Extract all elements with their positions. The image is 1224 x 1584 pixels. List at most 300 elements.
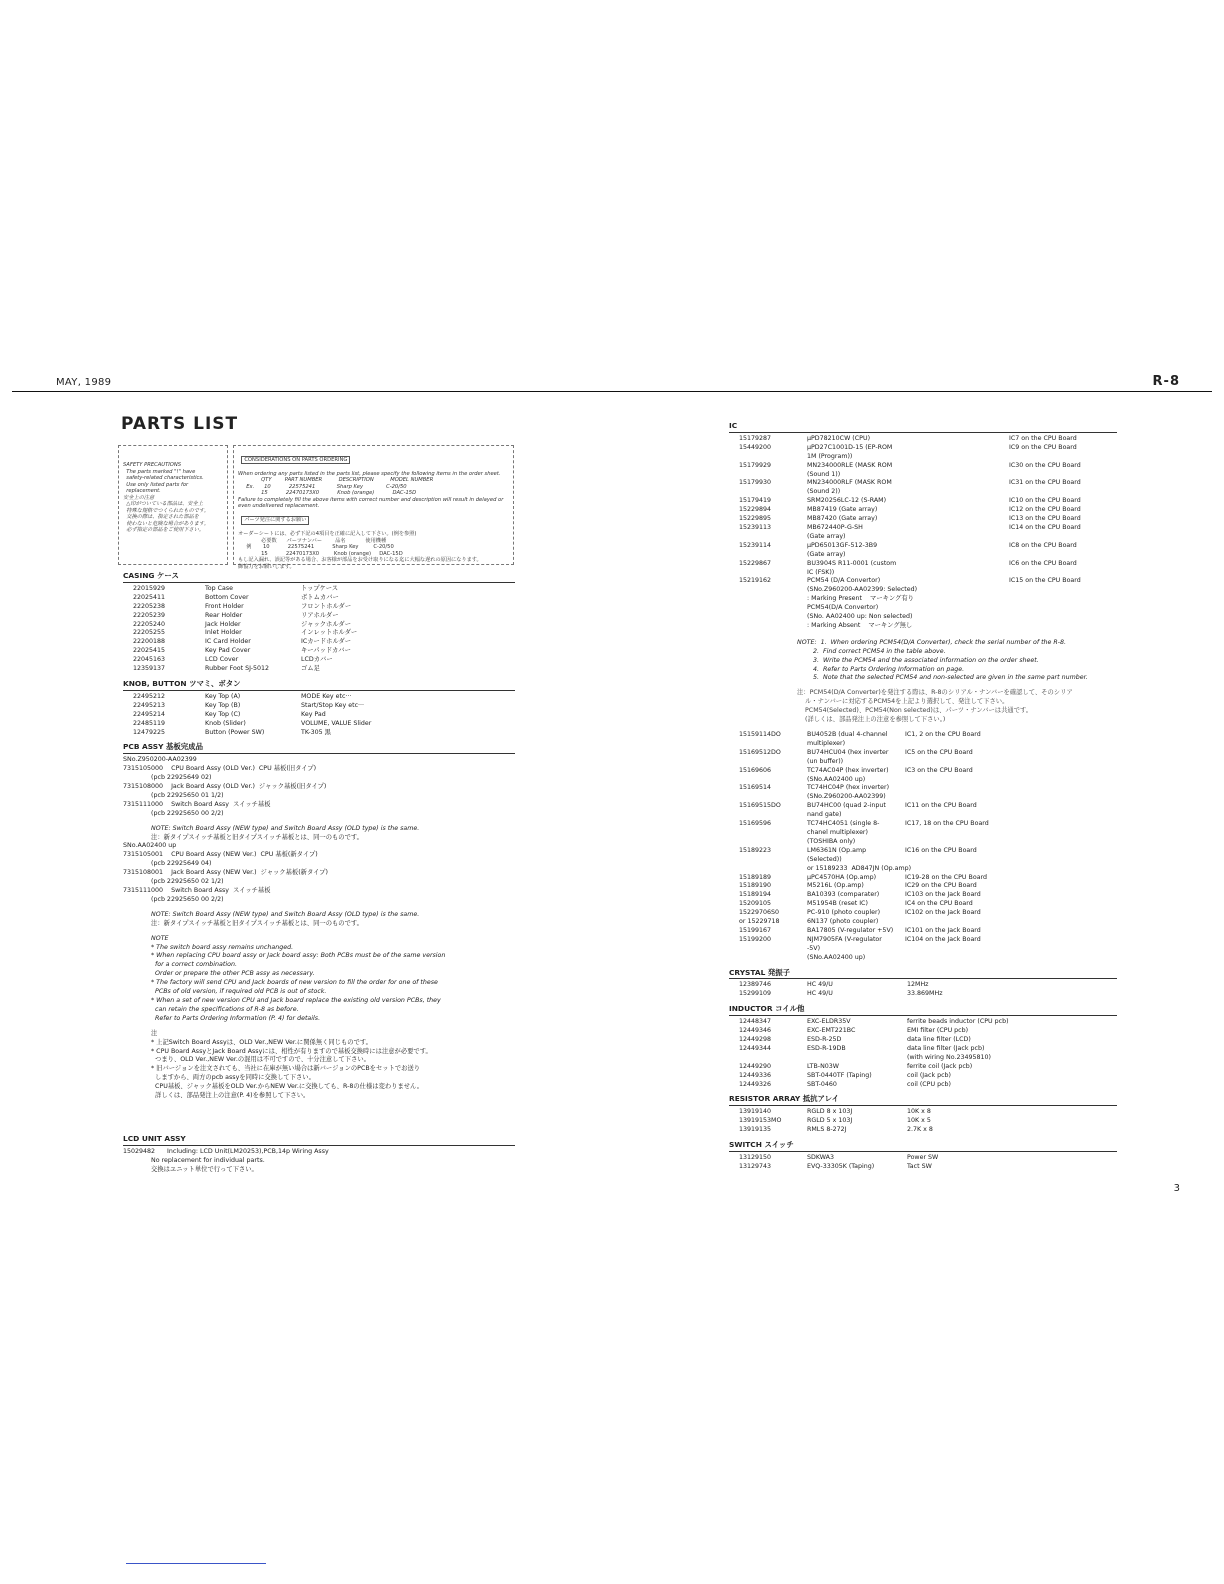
ordering-title: CONSIDERATIONS ON PARTS ORDERING — [241, 456, 350, 465]
pcb-line: 詳しくは、部品発注上の注意(P. 4)を参照して下さい。 — [123, 1092, 310, 1100]
section-heading: SWITCH スイッチ — [729, 1141, 1117, 1152]
part-location: IC103 on the Jack Board — [905, 891, 981, 899]
parts-row — [729, 479, 1117, 488]
part-number: 15239113 — [739, 523, 772, 531]
part-spec: (with wiring No.23495810) — [907, 1053, 992, 1061]
part-number: 12389746 — [739, 981, 772, 989]
part-description: (Sound 1)) — [807, 470, 841, 478]
part-spec: ferrite coil (Jack pcb) — [907, 1062, 973, 1070]
part-description: NJM7905FA (V-regulator — [807, 935, 882, 943]
part-number: 22205238 — [133, 602, 166, 610]
part-number — [729, 811, 807, 820]
part-description: Top Case — [205, 584, 234, 592]
part-number: 22025411 — [133, 593, 166, 601]
parts-row — [729, 767, 1117, 776]
part-location: IC16 on the CPU Board — [905, 846, 977, 854]
part-description: (Selected)) — [807, 855, 842, 863]
pcb-line: CPU基板、ジャック基板をOLD Ver.からNEW Ver.に交換しても、R-8の仕様は変わりません。 — [123, 1083, 424, 1091]
pcb-line: * 旧バージョンを注文されても、当社に在庫が無い場合は新バージョンのPCBをセットでお送り — [123, 1065, 421, 1073]
part-spec: coil (CPU pcb) — [907, 1080, 951, 1088]
parts-row — [123, 638, 515, 647]
part-number — [729, 551, 807, 560]
document-date: MAY, 1989 — [56, 377, 112, 388]
part-number: 15169596 — [739, 820, 772, 828]
part-number — [729, 793, 807, 802]
part-number — [729, 865, 807, 874]
part-description: SBT-0460 — [807, 1080, 837, 1088]
part-description: BU4052B (dual 4-channel — [807, 731, 888, 738]
parts-row — [729, 909, 1117, 918]
part-description: Front Holder — [205, 602, 244, 610]
part-spec: Power SW — [907, 1153, 939, 1161]
right-parts-column — [729, 416, 1117, 1172]
parts-row — [729, 542, 1117, 551]
part-description: SRM20256LC-12 (S-RAM) — [807, 497, 887, 505]
part-description: MB87419 (Gate array) — [807, 506, 878, 514]
part-description: (Gate array) — [807, 532, 846, 540]
section-heading: IC — [729, 422, 1117, 433]
part-description: Knob (Slider) — [205, 719, 246, 727]
parts-row — [729, 1163, 1117, 1172]
pcb-line: SNo.AA02400 up — [123, 842, 177, 850]
part-number — [729, 829, 807, 838]
part-location: IC102 on the Jack Board — [905, 909, 981, 917]
ic-notes — [797, 639, 1117, 725]
part-number: 15229895 — [739, 515, 772, 523]
part-location: IC101 on the Jack Board — [905, 926, 981, 934]
parts-row — [729, 462, 1117, 471]
part-location: IC4 on the CPU Board — [905, 900, 973, 908]
parts-row — [729, 1108, 1117, 1117]
part-description: Key Top (A) — [205, 692, 241, 700]
ic-jp-note-line: PCM54(Selected)、PCM54(Non selected)は、パーツ・ナンバーは共通です。 — [797, 707, 1033, 715]
parts-row — [729, 891, 1117, 900]
part-description: (SNo.AA02400 up) — [807, 775, 866, 783]
part-description: : Marking Absent マーキング無し — [807, 621, 913, 629]
part-location: IC7 on the CPU Board — [1009, 434, 1077, 442]
parts-row — [729, 927, 1117, 936]
parts-row — [729, 435, 1117, 444]
part-description: chanel multiplexer) — [807, 828, 868, 836]
part-spec: 10K x 5 — [907, 1117, 931, 1125]
part-note: LCDカバー — [301, 656, 333, 664]
part-description: 6N137 (photo coupler) — [807, 918, 879, 926]
pcb-line: Refer to Parts Ordering Information (P. 4) for details. — [123, 1014, 321, 1022]
parts-row — [729, 749, 1117, 758]
part-location: IC6 on the CPU Board — [1009, 559, 1077, 567]
ic-note-line: 3. Write the PCM54 and the associated information on the order sheet. — [797, 656, 1039, 664]
pcb-line: (pcb 22925649 04) — [123, 860, 212, 868]
part-note: ジャックホルダー — [301, 620, 351, 628]
part-location: IC11 on the CPU Board — [905, 802, 977, 810]
pcb-line: 注 — [123, 1029, 158, 1037]
part-description: BA17805 (V-regulator +5V) — [807, 926, 894, 934]
part-number: 15229706S0 — [739, 909, 780, 917]
parts-row — [123, 729, 515, 738]
lcd-line: No replacement for individual parts. — [123, 1156, 265, 1164]
part-spec: data line filter (Jack pcb) — [907, 1044, 985, 1052]
pcb-line: NOTE — [123, 934, 169, 942]
pcb-line: (pcb 22925650 00 2/2) — [123, 895, 224, 903]
pcb-line: 7315111000 Switch Board Assy スイッチ基板 — [123, 887, 271, 894]
pcb-line: 7315108001 Jack Board Assy (NEW Ver.) ジャック基板(新タイプ) — [123, 869, 328, 877]
parts-row — [123, 612, 515, 621]
header-rule — [12, 391, 1212, 392]
part-description: TC74HC4051 (single 8- — [807, 820, 880, 828]
ic-jp-note-line: (詳しくは、部品発注上の注意を参照して下さい。) — [797, 716, 946, 724]
part-description: EXC-ELDR35V — [807, 1018, 851, 1026]
parts-row — [729, 776, 1117, 785]
pcb-line: * CPU Board AssyとJack Board Assyには、相性が有りますので基板交換時には注意が必要です。 — [123, 1047, 432, 1055]
parts-row — [123, 711, 515, 720]
part-spec: EMI filter (CPU pcb) — [907, 1027, 969, 1035]
part-location: IC104 on the Jack Board — [905, 935, 981, 943]
pcb-line: 7315105000 CPU Board Assy (OLD Ver.) CPU 基板(旧タイプ) — [123, 765, 317, 773]
part-description: (SNo.AA02400 up) — [807, 953, 866, 961]
parts-row — [729, 613, 1117, 622]
pcb-line: 7315108000 Jack Board Assy (OLD Ver.) ジャック基板(旧タイプ) — [123, 783, 327, 791]
pcb-line: つまり、OLD Ver.,NEW Ver.の混用は不可ですので、十分注意して下さい。 — [123, 1056, 370, 1064]
part-description — [807, 1054, 907, 1063]
part-description: Bottom Cover — [205, 593, 249, 601]
pcb-line: 7315105001 CPU Board Assy (NEW Ver.) CPU 基板(新タイプ) — [123, 851, 318, 859]
part-number: 22045163 — [133, 656, 166, 664]
part-description: Key Pad Cover — [205, 647, 251, 655]
ic-note-line: 5. Note that the selected PCM54 and non-selected are given in the same part number. — [797, 674, 1088, 682]
part-description: LTB-N03W — [807, 1062, 840, 1070]
part-description: PC-910 (photo coupler) — [807, 909, 881, 917]
pcb-line: NOTE: Switch Board Assy (NEW type) and Switch Board Assy (OLD type) is the same. — [123, 824, 420, 832]
part-number: 12449336 — [739, 1071, 772, 1079]
pcb-line: for a correct combination. — [123, 961, 237, 969]
part-description: Inlet Holder — [205, 629, 242, 637]
parts-row — [729, 569, 1117, 578]
part-description: SBT-0440TF (Taping) — [807, 1071, 872, 1079]
part-number: 15189194 — [739, 891, 772, 899]
section-heading: INDUCTOR コイル他 — [729, 1005, 1117, 1016]
part-note: TK-305 黒 — [301, 728, 331, 736]
part-number — [729, 945, 807, 954]
part-description: HC 49/U — [807, 981, 833, 989]
part-note: ICカードホルダー — [301, 638, 352, 646]
parts-row — [729, 802, 1117, 811]
part-spec: 10K x 8 — [907, 1108, 931, 1116]
part-location: IC10 on the CPU Board — [1009, 497, 1081, 505]
part-description: RGLD 8 x 103J — [807, 1108, 853, 1116]
part-spec: 33.869MHz — [907, 990, 943, 998]
part-number: 15229867 — [739, 559, 772, 567]
part-number: 12449298 — [739, 1036, 772, 1043]
part-description: EXC-EMT221BC — [807, 1027, 856, 1035]
part-note: フロントホルダー — [301, 602, 352, 610]
lcd-line: 交換はユニット単位で行って下さい。 — [123, 1165, 258, 1173]
part-number: 13919135 — [739, 1126, 772, 1134]
part-description: EVQ-33305K (Taping) — [807, 1162, 875, 1170]
ordering-jp-body: オーダーシートには、必ず下記の4項目を正確に記入して下さい。(例を参照) 必要数 パーツナンバー 品名 使用機種 例 10 22575241 Sharp Key C-20/50 15 22470173X0 Knob (orange) DAC-15D もし記入漏れ、誤記等がある場合、お客様が部品をお受け取りになる迄に大幅な遅れの原因になります。 御協力をお願いします。 — [238, 531, 482, 570]
part-number: 15179419 — [739, 497, 772, 505]
parts-row — [729, 981, 1117, 990]
part-number: 15189223 — [739, 846, 772, 854]
ic-note-line: 2. Find correct PCM54 in the table above. — [797, 647, 946, 655]
parts-row — [729, 444, 1117, 453]
part-number: 13129150 — [739, 1153, 772, 1161]
pcb-line: しますから、両方のpcb assyを同時に交換して下さい。 — [123, 1074, 315, 1082]
part-location: IC12 on the CPU Board — [1009, 506, 1081, 514]
parts-row — [729, 731, 1117, 740]
part-number: 12448347 — [739, 1018, 772, 1026]
parts-row — [729, 622, 1117, 631]
part-description: or 15189233 AD847JN (Op.amp) — [807, 864, 912, 872]
part-number — [729, 1054, 807, 1063]
part-description: TC74AC04P (hex inverter) — [807, 766, 889, 774]
part-number: 22025415 — [133, 647, 166, 655]
pcb-line: (pcb 22925650 01 1/2) — [123, 791, 224, 799]
part-description: nand gate) — [807, 811, 842, 819]
parts-row — [729, 1063, 1117, 1072]
ic-jp-notes — [797, 689, 1117, 725]
ic-jp-note-line: ル・ナンバーに対応するPCM54を上記より選択して、発注して下さい。 — [797, 698, 1009, 706]
footer-link-line[interactable] — [126, 1563, 266, 1564]
parts-row — [729, 1126, 1117, 1135]
part-number: 15189190 — [739, 882, 772, 890]
part-number: 15299109 — [739, 990, 772, 998]
part-description: : Marking Present マーキング有り — [807, 595, 914, 603]
part-number: 15169515DO — [739, 802, 781, 810]
part-description: M5216L (Op.amp) — [807, 882, 864, 890]
part-number: 22495212 — [133, 692, 166, 700]
parts-row — [729, 874, 1117, 883]
part-number — [729, 740, 807, 749]
part-description: Rear Holder — [205, 611, 243, 619]
pcb-line: * The factory will send CPU and Jack boards of new version to fill the order for one of these — [123, 979, 438, 987]
part-description: MB87420 (Gate array) — [807, 515, 878, 523]
parts-row — [729, 793, 1117, 802]
part-note: インレットホルダー — [301, 629, 358, 637]
parts-row — [729, 1054, 1117, 1063]
part-description: (Gate array) — [807, 550, 846, 558]
part-location: IC13 on the CPU Board — [1009, 515, 1081, 523]
pcb-line: (pcb 22925650 02 1/2) — [123, 878, 224, 886]
part-number: 13919140 — [739, 1108, 772, 1116]
parts-row — [729, 524, 1117, 533]
part-description: LM6361N (Op.amp — [807, 846, 867, 854]
part-note: ゴム足 — [301, 665, 320, 673]
parts-row — [729, 1027, 1117, 1036]
parts-row — [729, 784, 1117, 793]
part-note: ボトムカバー — [301, 593, 339, 601]
part-location: IC1, 2 on the CPU Board — [905, 731, 981, 738]
part-number — [729, 758, 807, 767]
part-number — [729, 569, 807, 578]
parts-row — [729, 586, 1117, 595]
pcb-line: 注：新タイプスイッチ基板と旧タイプスイッチ基板とは、同一のものです。 — [123, 919, 363, 927]
ordering-body: When ordering any parts listed in the parts list, please specify the following items in the order sheet. QTY PART NUMBER DESCRIPTION MODEL NUMBER Ex. 10 22575241 Sharp Key C-20/50 15 22470173X0 Knob (orange) DAC-15D Failure to completely fill the above items with correct number and description will result in delayed or even undelivered replacement. — [238, 470, 504, 509]
part-note: Key Pad — [301, 710, 326, 718]
parts-row — [729, 838, 1117, 847]
part-description: BU74HC00 (quad 2-input — [807, 802, 886, 810]
part-description: μPC4570HA (Op.amp) — [807, 873, 877, 881]
part-number — [729, 488, 807, 497]
pcb-line: * When replacing CPU board assy or Jack board assy: Both PCBs must be of the same version — [123, 952, 446, 960]
pcb-line: 注：新タイプスイッチ基板と旧タイプスイッチ基板とは、同一のものです。 — [123, 833, 363, 841]
part-note: リアホルダー — [301, 611, 339, 619]
pcb-line: NOTE: Switch Board Assy (NEW type) and Switch Board Assy (OLD type) is the same. — [123, 910, 420, 918]
parts-row — [729, 820, 1117, 829]
parts-row — [729, 1081, 1117, 1090]
part-description: (Sound 2)) — [807, 488, 841, 496]
parts-row — [729, 945, 1117, 954]
part-description: -5V) — [807, 944, 821, 952]
parts-row — [123, 720, 515, 729]
ic-note-line: NOTE: 1. When ordering PCM54(D/A Converter), check the serial number of the R-8. — [797, 638, 1067, 646]
part-description: M51954B (reset IC) — [807, 900, 868, 908]
part-location: IC15 on the CPU Board — [1009, 577, 1081, 585]
pcb-line: (pcb 22925649 02) — [123, 774, 212, 782]
part-description: IC (FSK)) — [807, 568, 835, 576]
part-number: 15189189 — [739, 873, 772, 881]
part-number — [729, 471, 807, 480]
part-spec: 2.7K x 8 — [907, 1126, 933, 1134]
section-heading: KNOB, BUTTON ツマミ、ボタン — [123, 680, 515, 691]
parts-row — [729, 533, 1117, 542]
parts-row — [123, 585, 515, 594]
part-number: 15449200 — [739, 443, 772, 451]
part-description: MN234000RLF (MASK ROM — [807, 479, 892, 487]
parts-row — [729, 604, 1117, 613]
parts-row — [729, 865, 1117, 874]
model-name: R-8 — [1152, 374, 1180, 389]
part-description: RGLD 5 x 103J — [807, 1117, 853, 1125]
parts-row — [729, 488, 1117, 497]
parts-row — [729, 1117, 1117, 1126]
part-number: 12449290 — [739, 1062, 772, 1070]
parts-row — [729, 595, 1117, 604]
parts-row — [123, 594, 515, 603]
part-location: IC19-28 on the CPU Board — [905, 873, 988, 881]
parts-row — [729, 740, 1117, 749]
parts-row — [729, 1072, 1117, 1081]
part-spec: ferrite beads inductor (CPU pcb) — [907, 1018, 1009, 1026]
part-number — [729, 613, 807, 622]
part-number: 12449344 — [739, 1044, 772, 1052]
ordering-jp-title: パーツ発注に関するお願い — [241, 516, 309, 525]
parts-row — [729, 1045, 1117, 1054]
pcb-line: Order or prepare the other PCB assy as necessary. — [123, 970, 315, 978]
parts-row — [123, 629, 515, 638]
parts-row — [123, 656, 515, 665]
section-heading: RESISTOR ARRAY 抵抗アレイ — [729, 1095, 1117, 1106]
section-heading: CRYSTAL 発振子 — [729, 969, 1117, 980]
part-description: (un buffer)) — [807, 757, 844, 765]
part-number: 12479225 — [133, 728, 166, 736]
part-description: Key Top (C) — [205, 710, 241, 718]
part-number: 15169514 — [739, 784, 772, 792]
parts-row — [729, 847, 1117, 856]
safety-precautions-box — [118, 445, 228, 565]
part-description: (TOSHIBA only) — [807, 837, 856, 845]
parts-row — [729, 811, 1117, 820]
section-heading: CASING ケース — [123, 572, 515, 583]
part-number — [729, 595, 807, 604]
page-title: PARTS LIST — [121, 414, 239, 434]
part-number: 15209105 — [739, 900, 772, 908]
part-number: 22015929 — [133, 584, 166, 592]
ic-note-line: 4. Refer to Parts Ordering Information on page. — [797, 665, 965, 673]
lcd-line: 15029482 Including: LCD Unit(LM20253),PCB,14p Wiring Assy — [123, 1147, 329, 1155]
part-number: 15199167 — [739, 926, 772, 934]
part-number: 15169606 — [739, 766, 772, 774]
parts-row — [123, 603, 515, 612]
part-description: LCD Cover — [205, 656, 239, 664]
parts-row — [729, 936, 1117, 945]
part-number: 22205255 — [133, 629, 166, 637]
part-description: (SNo. AA02400 up: Non selected) — [807, 613, 913, 621]
part-description: IC Card Holder — [205, 638, 251, 646]
pcb-line: * 上記Switch Board Assyは、OLD Ver.,NEW Ver.に関係無く同じものです。 — [123, 1038, 372, 1046]
part-description: Key Top (B) — [205, 701, 241, 709]
part-number — [729, 453, 807, 462]
section-heading: PCB ASSY 基板完成品 — [123, 743, 515, 754]
part-description: BU3904S R11-0001 (custom — [807, 559, 897, 567]
pcb-line: 7315111000 Switch Board Assy スイッチ基板 — [123, 800, 271, 808]
part-number — [729, 586, 807, 595]
part-location: IC3 on the CPU Board — [905, 766, 973, 774]
parts-ordering-box — [233, 445, 514, 570]
part-description: Jack Holder — [205, 620, 241, 628]
part-number: 22495213 — [133, 701, 166, 709]
part-number: 22205239 — [133, 611, 166, 619]
part-spec: data line filter (LCD) — [907, 1036, 971, 1043]
part-spec: 12MHz — [907, 981, 929, 989]
parts-row — [123, 693, 515, 702]
page-number: 3 — [1173, 1183, 1180, 1194]
parts-row — [729, 577, 1117, 586]
part-location: IC9 on the CPU Board — [1009, 443, 1077, 451]
part-description: Rubber Foot SJ-5012 — [205, 665, 270, 673]
pcb-line: (pcb 22925650 00 2/2) — [123, 809, 224, 817]
part-location: IC5 on the CPU Board — [905, 748, 973, 756]
parts-row — [729, 758, 1117, 767]
part-note: MODE Key etc··· — [301, 692, 352, 700]
part-description: 1M (Program)) — [807, 452, 853, 460]
part-description: (SNo.Z960200-AA02399) — [807, 793, 886, 801]
part-description: SDKWA3 — [807, 1153, 834, 1161]
part-number: 15159114DO — [739, 731, 781, 738]
parts-row — [729, 918, 1117, 927]
part-number: 15179930 — [739, 479, 772, 487]
part-description: ESD-R-25D — [807, 1036, 842, 1043]
parts-row — [729, 471, 1117, 480]
parts-row — [729, 882, 1117, 891]
part-note: Start/Stop Key etc··· — [301, 701, 365, 709]
part-note: トップケース — [301, 584, 339, 592]
part-location: IC30 on the CPU Board — [1009, 461, 1081, 469]
part-location: IC17, 18 on the CPU Board — [905, 820, 989, 828]
part-number: 12449326 — [739, 1080, 772, 1088]
part-number: 22495214 — [133, 710, 166, 718]
part-spec: Tact SW — [907, 1162, 932, 1170]
part-description: MN234000RLE (MASK ROM — [807, 461, 893, 469]
parts-row — [729, 453, 1117, 462]
part-number: 13129743 — [739, 1162, 772, 1170]
part-number: 15199200 — [739, 935, 772, 943]
part-description: Button (Power SW) — [205, 728, 265, 736]
part-number — [729, 604, 807, 613]
part-number: 15229894 — [739, 506, 772, 514]
parts-row — [729, 954, 1117, 963]
ic-jp-note-line: 注：PCM54(D/A Converter)を発注する際は、R-8のシリアル・ナンバーを確認して、そのシリア — [797, 689, 1073, 697]
pcb-line: * The switch board assy remains unchanged. — [123, 943, 294, 951]
